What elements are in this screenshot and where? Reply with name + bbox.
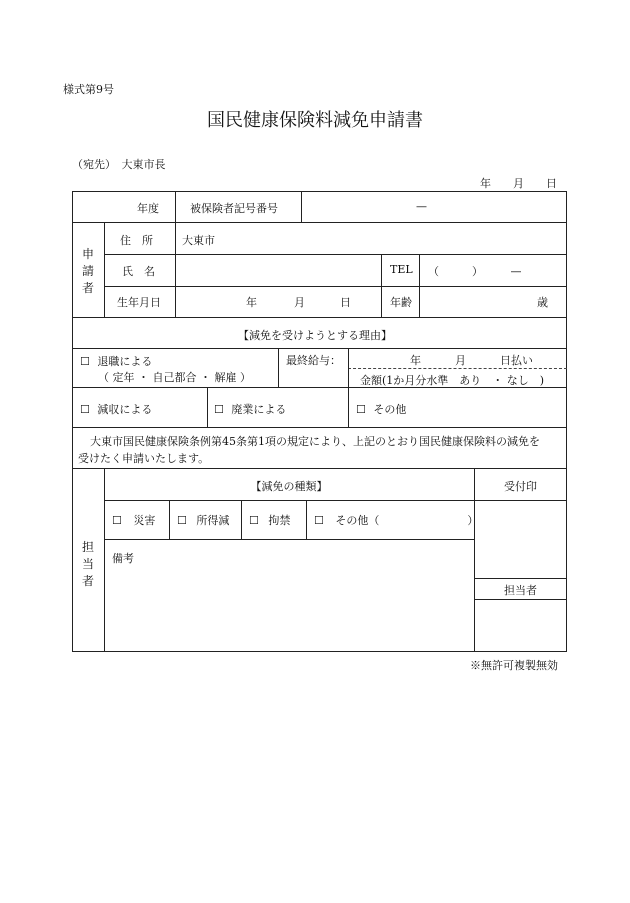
statement-line-2: 受けたく申請いたします。 — [78, 452, 210, 465]
last-pay-label: 最終給与： — [286, 354, 341, 367]
form-number: 様式第9号 — [63, 83, 114, 96]
applicant-section-label: 申請者 — [81, 247, 94, 295]
application-date: 年 月 日 — [480, 177, 557, 190]
last-pay-month-unit: 月 — [455, 354, 466, 367]
other-reason-option[interactable] — [356, 401, 406, 417]
name-label: 氏 名 — [122, 265, 155, 278]
checkbox-icon[interactable]: ☐ — [314, 514, 324, 527]
statement-line-1: 大東市国民健康保険条例第45条第1項の規定により、上記のとおり国民健康保険料の減免を — [90, 435, 540, 448]
reduction-kind-heading: 【減免の種類】 — [250, 480, 328, 493]
reason-heading: 【減免を受けようとする理由】 — [238, 329, 392, 342]
age-unit: 歳 — [537, 296, 548, 309]
kind-other-option[interactable] — [314, 512, 478, 528]
birth-month-unit: 月 — [294, 296, 305, 309]
retire-sub-options[interactable]: （ 定年 ・ 自己都合 ・ 解雇 ） — [98, 371, 251, 384]
checkbox-icon[interactable]: ☐ — [80, 403, 90, 416]
kind-label: 拘禁 — [268, 514, 291, 527]
address-field[interactable]: 大東市 — [182, 234, 215, 247]
insured-number-field[interactable]: — — [416, 200, 427, 213]
birth-year-unit: 年 — [246, 296, 257, 309]
page-title: 国民健康保険料減免申請書 — [207, 110, 423, 131]
remarks-label: 備考 — [112, 552, 134, 565]
office-section-label: 担当者 — [81, 540, 94, 588]
name-field[interactable] — [176, 255, 380, 285]
reduced-income-label: 減収による — [97, 403, 153, 416]
kind-income-decrease-option[interactable] — [177, 512, 229, 528]
addressee: （宛先） 大東市長 — [72, 158, 166, 171]
kind-disaster-option[interactable] — [112, 512, 155, 528]
checkbox-icon[interactable]: ☐ — [177, 514, 187, 527]
tel-field[interactable]: （ ） — — [428, 265, 522, 278]
tel-label: TEL — [390, 263, 413, 276]
age-label: 年齢 — [390, 296, 412, 309]
kind-label: 所得減 — [196, 514, 230, 527]
amount-label[interactable]: 金額(1か月分水準 あり ・ なし ) — [360, 374, 545, 387]
received-stamp-area[interactable] — [475, 501, 566, 577]
last-pay-year-unit: 年 — [410, 354, 421, 367]
person-in-charge-field[interactable] — [475, 600, 566, 651]
business-closure-label: 廃業による — [231, 403, 287, 416]
retire-label: 退職による — [97, 355, 153, 368]
fiscal-year-label: 年度 — [137, 202, 159, 215]
birth-day-unit: 日 — [340, 296, 351, 309]
kind-detention-option[interactable] — [249, 512, 290, 528]
remarks-field[interactable] — [105, 566, 473, 651]
reduced-income-option[interactable] — [80, 401, 152, 417]
other-reason-label: その他 — [373, 403, 407, 416]
checkbox-icon[interactable]: ☐ — [214, 403, 224, 416]
checkbox-icon[interactable]: ☐ — [80, 355, 90, 368]
last-pay-day-unit: 日払い — [500, 354, 533, 367]
checkbox-icon[interactable]: ☐ — [249, 514, 259, 527]
birthdate-label: 生年月日 — [117, 296, 161, 309]
footer-note: ※無許可複製無効 — [470, 659, 558, 672]
checkbox-icon[interactable]: ☐ — [112, 514, 122, 527]
kind-label: 災害 — [133, 514, 156, 527]
person-in-charge-label: 担当者 — [504, 584, 537, 597]
address-label: 住 所 — [120, 234, 153, 247]
checkbox-icon[interactable]: ☐ — [356, 403, 366, 416]
insured-number-label: 被保険者記号番号 — [190, 202, 278, 215]
kind-label: その他（ ） — [335, 514, 479, 527]
received-stamp-label: 受付印 — [504, 480, 537, 493]
business-closure-option[interactable] — [214, 401, 286, 417]
retire-option[interactable] — [80, 353, 152, 369]
